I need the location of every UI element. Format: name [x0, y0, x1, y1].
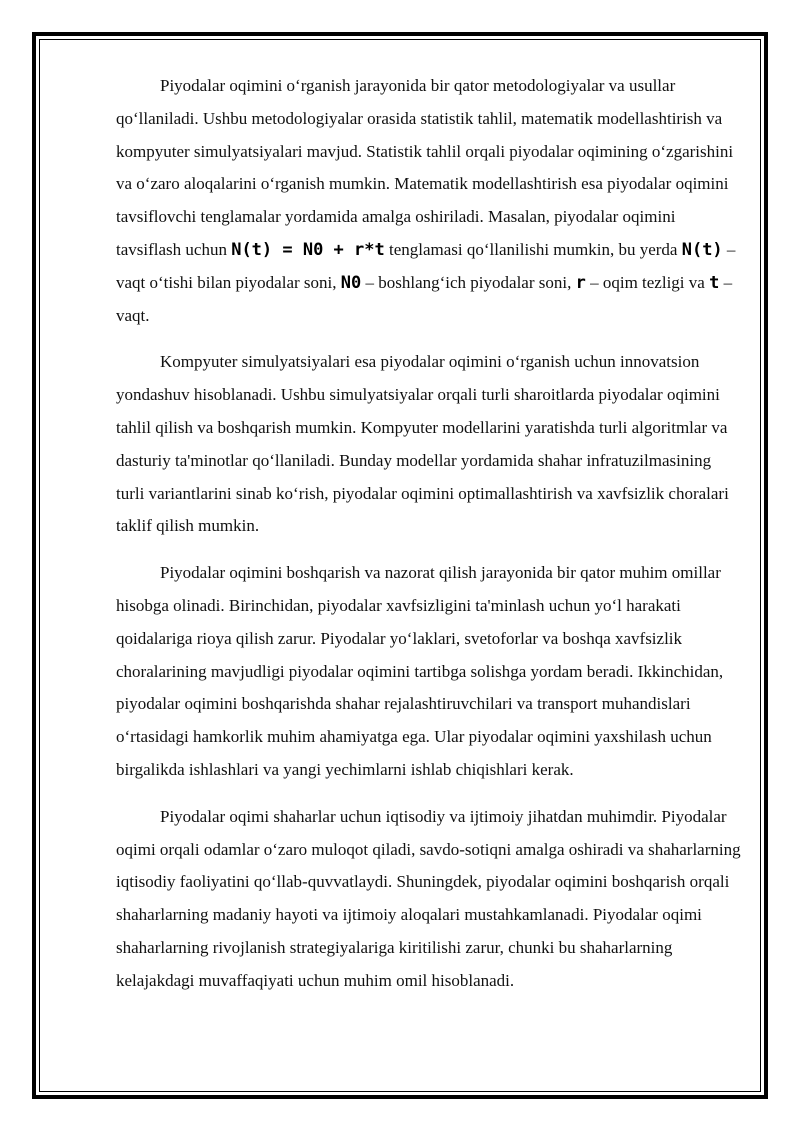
formula-r: r [575, 272, 586, 293]
text-segment: – vaqt. [116, 272, 733, 325]
paragraph-methodologies [116, 70, 742, 332]
formula-n-t: N(t) [681, 239, 723, 260]
text-segment: Piyodalar oqimini o‘rganish jarayonida bir qator metodologiyalar va usullar qo‘llaniladi. Ushbu metodologiyalar orasida statistik tahlil, matematik modellashtirish va kompyuter simulyatsiyalari mavjud. Statistik tahlil orqali piyodalar oqimining o‘zgarishini va o‘zaro aloqalarini o‘rganish mumkin. Matematik modellashtirish esa piyodalar oqimini tavsiflovchi tenglamalar yordamida amalga oshiriladi. Masalan, piyodalar oqimini tavsiflash uchun [116, 76, 734, 259]
text-segment: Piyodalar oqimi shaharlar uchun iqtisodiy va ijtimoiy jihatdan muhimdir. Piyodalar oqimi orqali odamlar o‘zaro muloqot qiladi, savdo-sotiqni amalga oshiradi va shaharlarning iqtisodiy faoliyatini qo‘llab-quvvatlaydi. Shuningdek, piyodalar oqimini boshqarish orqali shaharlarning madaniy hayoti va ijtimoiy aloqalari mustahkamlanadi. Piyodalar oqimi shaharlarning rivojlanish strategiyalariga kiritilishi zarur, chunki bu shaharlarning kelajakdagi muvaffaqiyati uchun muhim omil hisoblanadi. [116, 806, 741, 990]
text-segment: Kompyuter simulyatsiyalari esa piyodalar oqimini o‘rganish uchun innovatsion yondashuv hisoblanadi. Ushbu simulyatsiyalar orqali turli sharoitlarda piyodalar oqimini tahlil qilish va boshqarish mumkin. Kompyuter modellarini yaratishda turli algoritmlar va dasturiy ta'minotlar qo‘llaniladi. Bunday modellar yordamida shahar infratuzilmasining turli variantlarini sinab ko‘rish, piyodalar oqimini optimallashtirish va xavfsizlik choralari taklif qilish mumkin. [116, 352, 729, 536]
text-segment: – vaqt o‘tishi bilan piyodalar soni, [116, 239, 736, 292]
text-segment: – oqim tezligi va [585, 272, 710, 292]
paragraph-management [116, 557, 742, 787]
formula-t: t [709, 272, 720, 293]
document-body [116, 70, 742, 1012]
text-segment: tenglamasi qo‘llanilishi mumkin, bu yerda [384, 239, 682, 259]
formula-equation: N(t) = N0 + r*t [231, 239, 385, 260]
paragraph-economic-social [116, 801, 742, 998]
paragraph-simulations [116, 346, 742, 543]
text-segment: – boshlang‘ich piyodalar soni, [361, 272, 576, 292]
formula-n0: N0 [340, 272, 362, 293]
text-segment: Piyodalar oqimini boshqarish va nazorat qilish jarayonida bir qator muhim omillar hisobga olinadi. Birinchidan, piyodalar xavfsizligini ta'minlash uchun yo‘l harakati qoidalariga rioya qilish zarur. Piyodalar yo‘laklari, svetoforlar va boshqa xavfsizlik choralarining mavjudligi piyodalar oqimini tartibga solishga yordam beradi. Ikkinchidan, piyodalar oqimini boshqarishda shahar rejalashtiruvchilari va transport muhandislari o‘rtasidagi hamkorlik muhim ahamiyatga ega. Ular piyodalar oqimini yaxshilash uchun birgalikda ishlashlari va yangi yechimlarni ishlab chiqishlari kerak. [116, 563, 724, 779]
